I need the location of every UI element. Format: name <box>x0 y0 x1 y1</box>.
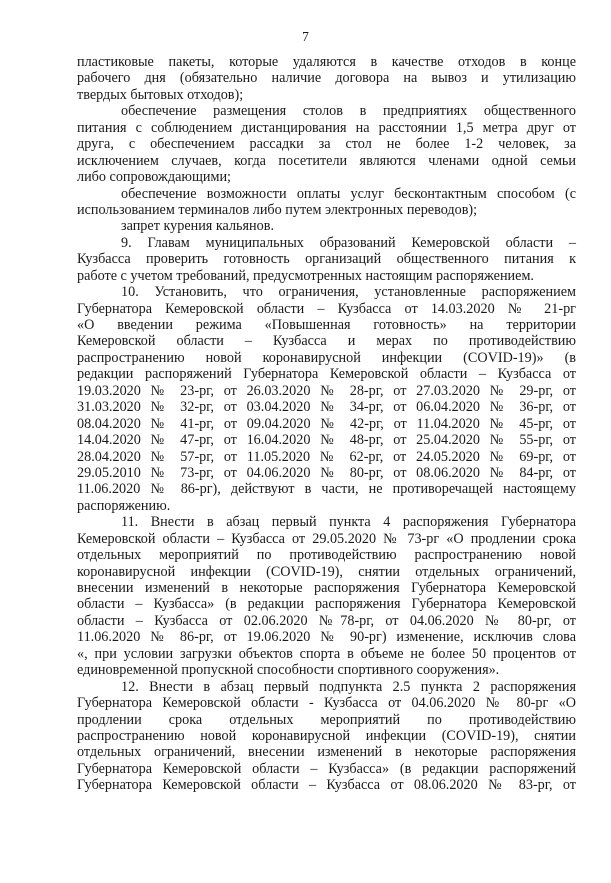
text-line: Губернатора Кемеровской области – Кузбасса от 14.03.2020 № 21-рг <box>77 300 576 317</box>
paragraph-item-12 <box>77 679 576 794</box>
text-line: Губернатора Кемеровской области – Кузбасса от 08.06.2020 № 83-рг, от <box>77 777 576 794</box>
paragraph-hookah-ban <box>77 218 576 234</box>
text-line: пластиковые пакеты, которые удаляются в качестве отходов в конце <box>77 54 576 70</box>
text-line: Губернатора Кемеровской области – Кузбасса» (в редакции распоряжений <box>77 760 576 777</box>
text-line: Губернатора Кемеровской области - Кузбасса от 04.06.2020 № 80-рг «О <box>77 695 576 712</box>
document-body <box>77 54 576 794</box>
text-line: единовременной пропускной способности спортивного сооружения». <box>77 662 500 679</box>
text-line: либо сопровождающими; <box>77 169 231 186</box>
text-line: 11. Внести в абзац первый пункта 4 распоряжения Губернатора <box>121 514 576 531</box>
text-line: 9. Главам муниципальных образований Кемеровской области – <box>121 234 576 251</box>
text-line: распространению новой коронавирусной инфекции (COVID-19), снятии <box>77 727 576 744</box>
text-line: рабочего дня (обязательно наличие договора на вывоз и утилизацию <box>77 70 576 87</box>
text-line: твердых бытовых отходов); <box>77 86 244 103</box>
text-line: 12. Внести в абзац первый подпункта 2.5 пункта 2 распоряжения <box>121 678 576 695</box>
text-line: распоряжению. <box>77 497 171 514</box>
text-line: исключением случаев, когда посетители являются членами одной семьи <box>77 152 576 169</box>
text-line: «О введении режима «Повышенная готовность» на территории <box>77 317 576 333</box>
paragraph-contactless-payment <box>77 186 576 219</box>
text-line: отдельных мероприятий по противодействию распространению новой <box>77 547 576 564</box>
text-line: использованием терминалов либо путем электронных переводов); <box>77 201 478 218</box>
text-line: питания с соблюдением дистанцирования на расстоянии 1,5 метра друг от <box>77 119 576 136</box>
text-line: «, при условии загрузки объектов спорта в объеме не более 50 процентов от <box>77 645 576 662</box>
text-line: редакции распоряжений Губернатора Кемеровской области – Кузбасса от <box>77 366 576 383</box>
text-line: внесении изменений в некоторые распоряжения Губернатора Кемеровской <box>77 580 576 596</box>
text-line: отдельных ограничений, внесении изменений в некоторые распоряжения <box>77 744 576 761</box>
text-line: 31.03.2020 № 32-рг, от 03.04.2020 № 34-рг, от 06.04.2020 № 36-рг, от <box>77 399 576 416</box>
text-line: обеспечение размещения столов в предприятиях общественного <box>121 103 576 120</box>
paragraph-cont-plastic-bags <box>77 54 576 103</box>
text-line: распространению новой коронавирусной инфекции (COVID-19)» (в <box>77 349 576 366</box>
text-line: коронавирусной инфекции (COVID-19), снятии отдельных ограничений, <box>77 563 576 580</box>
text-line: друга, с обеспечением рассадки за стол не более 1-2 человек, за <box>77 136 576 153</box>
paragraph-item-11 <box>77 514 576 678</box>
paragraph-item-9 <box>77 235 576 284</box>
paragraph-tables-distancing <box>77 103 576 185</box>
text-line: продлении срока отдельных мероприятий по противодействию <box>77 711 576 728</box>
page-number: 7 <box>302 29 309 44</box>
text-line: 28.04.2020 № 57-рг, от 11.05.2020 № 62-рг, от 24.05.2020 № 69-рг, от <box>77 448 576 465</box>
text-line: 19.03.2020 № 23-рг, от 26.03.2020 № 28-рг, от 27.03.2020 № 29-рг, от <box>77 382 576 399</box>
text-line: 10. Установить, что ограничения, установленные распоряжением <box>121 284 576 301</box>
text-line: 14.04.2020 № 47-рг, от 16.04.2020 № 48-рг, от 25.04.2020 № 55-рг, от <box>77 432 576 449</box>
text-line: 29.05.2010 № 73-рг, от 04.06.2020 № 80-рг, от 08.06.2020 № 84-рг, от <box>77 464 576 481</box>
text-line: работе с учетом требований, предусмотренных настоящим распоряжением. <box>77 267 534 284</box>
text-line: 11.06.2020 № 86-рг), действуют в части, не противоречащей настоящему <box>77 481 576 498</box>
text-line: области – Кузбасса от 02.06.2020 №78-рг, от 04.06.2020 № 80-рг, от <box>77 612 576 629</box>
text-line: обеспечение возможности оплаты услуг бесконтактным способом (с <box>121 185 576 202</box>
text-line: Кемеровской области – Кузбасса от 29.05.2020 № 73-рг «О продлении срока <box>77 530 576 547</box>
text-line: запрет курения кальянов. <box>121 218 274 235</box>
text-line: 11.06.2020 № 86-рг, от 19.06.2020 № 90-рг) изменение, исключив слова <box>77 629 576 646</box>
text-line: Кемеровской области – Кузбасса и мерах по противодействию <box>77 333 576 350</box>
text-line: 08.04.2020 № 41-рг, от 09.04.2020 № 42-рг, от 11.04.2020 № 45-рг, от <box>77 415 576 432</box>
paragraph-item-10 <box>77 284 576 514</box>
text-line: области – Кузбасса» (в редакции распоряжения Губернатора Кемеровской <box>77 596 576 613</box>
text-line: Кузбасса проверить готовность организаций общественного питания к <box>77 251 576 268</box>
